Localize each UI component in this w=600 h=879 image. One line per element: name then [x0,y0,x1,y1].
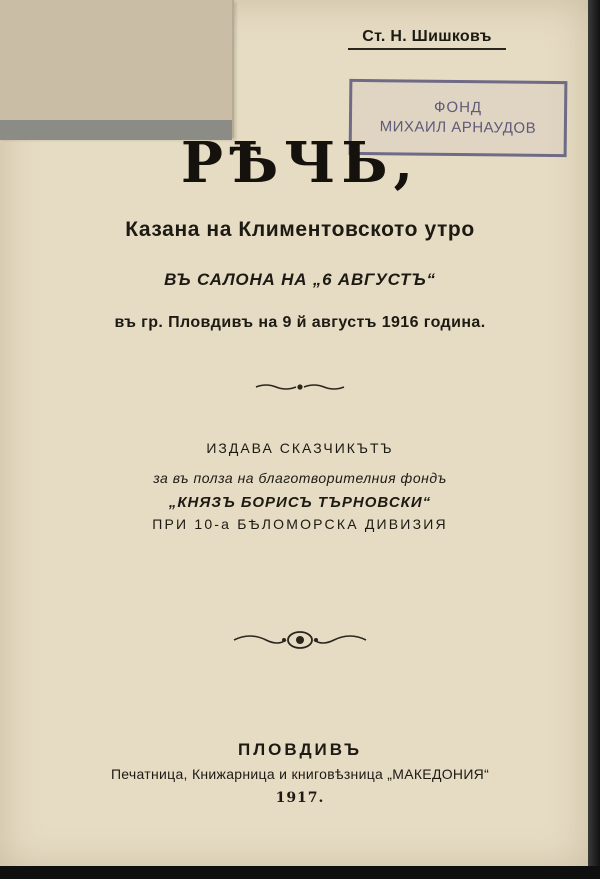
ornament-divider-icon [254,380,346,394]
publisher-line-1: ИЗДАВА СКАЗЧИКЪТЪ [206,440,394,456]
imprint-printer: Печатница, Книжарница и книговѣзница „МАКЕДОНИЯ“ [110,766,490,782]
stamp-line-2: МИХАИЛ АРНАУДОВ [379,118,537,137]
publisher-line-3: „КНЯЗЪ БОРИСЪ ТЪРНОВСКИ“ [168,494,432,511]
publisher-line-4: ПРИ 10-а БѢЛОМОРСКА ДИВИЗИЯ [152,516,448,532]
stamp-line-1: ФОНД [433,98,483,117]
page-edge-bottom [0,866,600,879]
imprint-year: 1917. [275,790,325,806]
subtitle: Казана на Климентовското утро [125,218,475,241]
place-date-line: въ гр. Пловдивъ на 9 й августъ 1916 година. [114,314,486,331]
imprint-city: ПЛОВДИВЪ [238,740,362,759]
page-edge-right [588,0,600,879]
publisher-line-2: за въ полза на благотворителния фондъ [153,470,447,486]
venue-line: ВЪ САЛОНА НА „6 АВГУСТЪ“ [164,270,436,289]
author-name: Ст. Н. Шишковъ [348,28,506,50]
pasted-paper-patch [0,0,234,138]
ornament-flourish-icon [230,628,370,652]
page-title: РѢЧЬ, [180,130,420,196]
